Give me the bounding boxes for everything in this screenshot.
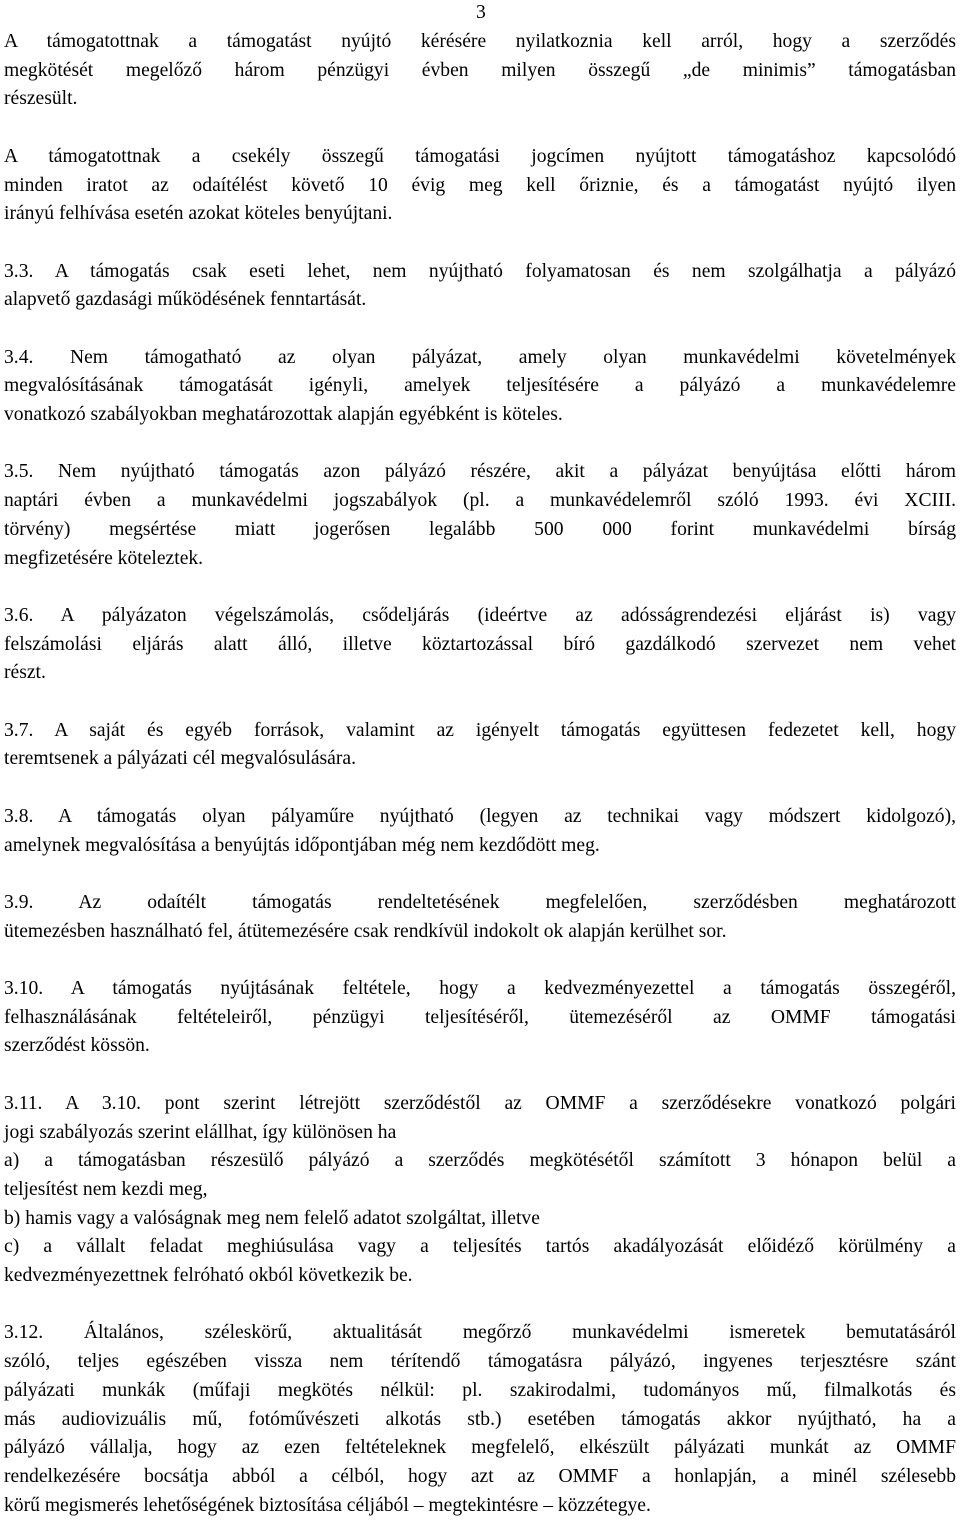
- text-line: 3.9. Az odaítélt támogatás rendeltetésének megfelelően, szerződésben meghatározott: [4, 891, 956, 913]
- text-line: amelynek megvalósítása a benyújtás időpontjában még nem kezdődött meg.: [4, 834, 600, 856]
- text-line: megkötését megelőző három pénzügyi évben milyen összegű „de minimis” támogatásban: [4, 59, 956, 81]
- text-line: pályázó vállalja, hogy az ezen feltételeknek megfelelő, elkészült pályázati munkát az OMMF: [4, 1437, 956, 1459]
- text-line: 3.11. A 3.10. pont szerint létrejött szerződéstől az OMMF a szerződésekre vonatkozó polgári: [4, 1092, 956, 1114]
- text-line: teremtsenek a pályázati cél megvalósulására.: [4, 748, 356, 770]
- text-line: felszámolási eljárás alatt álló, illetve köztartozással bíró gazdálkodó szervezet nem vehet: [4, 633, 956, 655]
- paragraph-3-7: [4, 717, 956, 774]
- text-line: a) a támogatásban részesülő pályázó a szerződés megkötésétől számított 3 hónapon belül a: [4, 1150, 956, 1172]
- paragraph-gap: [4, 1061, 956, 1090]
- text-line: minden iratot az odaítélést követő 10 évig meg kell őriznie, és a támogatást nyújtó ilyen: [4, 174, 956, 196]
- text-line: 3.8. A támogatás olyan pályaműre nyújtható (legyen az technikai vagy módszert kidolgozó),: [4, 805, 956, 827]
- text-line: részt.: [4, 662, 46, 684]
- text-line: más audiovizuális mű, fotóművészeti alkotás stb.) esetében támogatás akkor nyújtható, ha a: [4, 1408, 956, 1430]
- text-line: törvény) megsértése miatt jogerősen legalább 500 000 forint munkavédelmi bírság: [4, 518, 956, 540]
- paragraph-3-10: [4, 975, 956, 1061]
- text-line: részesült.: [4, 88, 78, 110]
- text-line: szóló, teljes egészében vissza nem térítendő támogatásra pályázó, ingyenes terjesztésre szánt: [4, 1351, 956, 1373]
- paragraph-3-3: [4, 258, 956, 315]
- paragraph-3-12: [4, 1319, 956, 1520]
- paragraph-intro-deminimis: [4, 28, 956, 114]
- text-line: vonatkozó szabályokban meghatározottak alapján egyébként is köteles.: [4, 404, 563, 426]
- paragraph-gap: [4, 573, 956, 602]
- text-line: pályázati munkák (műfaji megkötés nélkül: pl. szakirodalmi, tudományos mű, filmalkotás és: [4, 1379, 956, 1401]
- text-line: c) a vállalt feladat meghiúsulása vagy a teljesítés tartós akadályozását előidéző körülmény a: [4, 1236, 956, 1258]
- paragraph-3-11: [4, 1090, 956, 1291]
- text-line: A támogatottnak a támogatást nyújtó kérésére nyilatkoznia kell arról, hogy a szerződés: [4, 31, 956, 52]
- paragraph-3-5: [4, 458, 956, 573]
- paragraph-gap: [4, 1291, 956, 1320]
- text-line: 3.12. Általános, széleskörű, aktualitását megőrző munkavédelmi ismeretek bemutatásáról: [4, 1322, 956, 1344]
- text-line: 3.5. Nem nyújtható támogatás azon pályázó részére, akit a pályázat benyújtása előtti három: [4, 461, 956, 483]
- paragraph-documents: [4, 143, 956, 229]
- text-line: kedvezményezettnek felróható okból következik be.: [4, 1265, 413, 1287]
- paragraph-gap: [4, 860, 956, 889]
- document-body: [4, 28, 956, 1520]
- paragraph-gap: [4, 229, 956, 258]
- text-line: 3.7. A saját és egyéb források, valamint az igényelt támogatás együttesen fedezetet kell, hogy: [4, 719, 956, 741]
- text-line: szerződést kössön.: [4, 1035, 150, 1057]
- page-number: 3: [476, 2, 486, 23]
- paragraph-3-8: [4, 803, 956, 860]
- paragraph-gap: [4, 114, 956, 143]
- paragraph-gap: [4, 774, 956, 803]
- text-line: 3.10. A támogatás nyújtásának feltétele, hogy a kedvezményezettel a támogatás összegéről,: [4, 978, 956, 1000]
- text-line: rendelkezésére bocsátja abból a célból, hogy azt az OMMF a honlapján, a minél szélesebb: [4, 1465, 956, 1487]
- text-line: megvalósításának támogatását igényli, amelyek teljesítésére a pályázó a munkavédelemre: [4, 375, 956, 397]
- text-line: 3.6. A pályázaton végelszámolás, csődeljárás (ideértve az adósságrendezési eljárást is) vagy: [4, 604, 956, 626]
- paragraph-gap: [4, 688, 956, 717]
- text-line: teljesítést nem kezdi meg,: [4, 1178, 208, 1200]
- text-line: naptári évben a munkavédelmi jogszabályok (pl. a munkavédelemről szóló 1993. évi XCIII.: [4, 490, 956, 512]
- text-line: b) hamis vagy a valóságnak meg nem felelő adatot szolgáltat, illetve: [4, 1207, 540, 1229]
- paragraph-gap: [4, 315, 956, 344]
- text-line: A támogatottnak a csekély összegű támogatási jogcímen nyújtott támogatáshoz kapcsolódó: [4, 145, 956, 167]
- text-line: alapvető gazdasági működésének fenntartását.: [4, 289, 367, 311]
- paragraph-gap: [4, 430, 956, 459]
- paragraph-3-6: [4, 602, 956, 688]
- text-line: irányú felhívása esetén azokat köteles benyújtani.: [4, 203, 393, 225]
- paragraph-gap: [4, 946, 956, 975]
- text-line: 3.3. A támogatás csak eseti lehet, nem nyújtható folyamatosan és nem szolgálhatja a pályázó: [4, 260, 956, 282]
- text-line: felhasználásának feltételeiről, pénzügyi teljesítéséről, ütemezéséről az OMMF támogatási: [4, 1006, 956, 1028]
- text-line: ütemezésben használható fel, átütemezésére csak rendkívül indokolt ok alapján kerülhet sor.: [4, 920, 727, 942]
- paragraph-3-4: [4, 344, 956, 430]
- text-line: 3.4. Nem támogatható az olyan pályázat, amely olyan munkavédelmi követelmények: [4, 346, 956, 368]
- text-line: megfizetésére köteleztek.: [4, 547, 204, 569]
- text-line: jogi szabályozás szerint elállhat, így különösen ha: [4, 1121, 397, 1143]
- text-line: körű megismerés lehetőségének biztosítása céljából – megtekintésre – közzétegye.: [4, 1494, 651, 1516]
- paragraph-3-9: [4, 889, 956, 946]
